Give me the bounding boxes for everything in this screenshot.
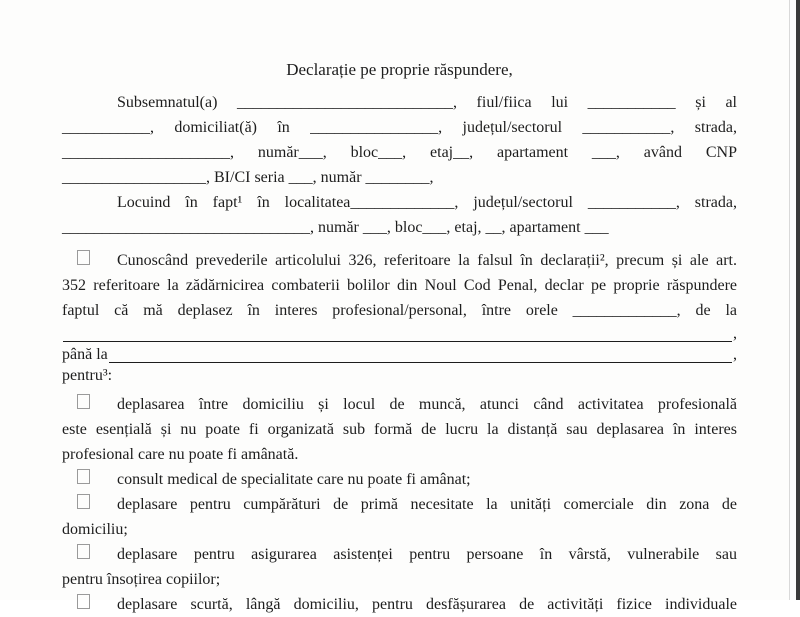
- intro-line-3: [62, 140, 737, 165]
- line-text: deplasarea între domiciliu și locul de muncă, atunci când activitatea profesională: [117, 396, 737, 413]
- line-text: este esențială și nu poate fi organizată sub formă de lucru la distanță sau deplasarea în interes: [62, 421, 737, 438]
- residence-line-2: [62, 215, 737, 240]
- checkbox-icon[interactable]: [77, 469, 90, 484]
- line-text: deplasare scurtă, lângă domiciliu, pentru desfășurarea de activități fizice individuale: [117, 596, 737, 613]
- line-text: _____________________, număr___, bloc___, etaj__, apartament ___, având CNP: [62, 144, 737, 161]
- interval-to-blank-line: [62, 344, 737, 365]
- purpose-item-1-line-3: [62, 442, 737, 467]
- page-edge-light: [789, 0, 790, 600]
- blank-suffix-text: ,: [733, 325, 737, 342]
- line-text: pentru însoțirea copiilor;: [62, 571, 221, 588]
- line-text: ___________, domiciliat(ă) în ________________, județul/sectorul ___________, strada,: [62, 119, 737, 136]
- statement-line-3: [62, 298, 737, 323]
- purpose-label: [62, 365, 737, 386]
- line-text: __________________, BI/CI seria ___, număr ________,: [62, 169, 434, 186]
- checkbox-icon[interactable]: [77, 394, 90, 409]
- checkbox-icon[interactable]: [77, 544, 90, 559]
- purpose-item-3-line-2: [62, 517, 737, 542]
- statement-line-2: [62, 273, 737, 298]
- line-text: Cunoscând prevederile articolului 326, referitoare la falsul în declarații², precum și ale art.: [117, 252, 737, 269]
- line-text: Subsemnatul(a) ___________________________, fiul/fiica lui ___________ și al: [117, 94, 737, 111]
- blank-prefix-text: până la: [62, 346, 108, 363]
- intro-line-2: [62, 115, 737, 140]
- purpose-item-2-line-1: [62, 467, 737, 492]
- line-text: deplasare pentru cumpărături de primă necesitate la unități comerciale din zona de: [117, 496, 737, 513]
- purpose-item-4-line-1: [62, 542, 737, 567]
- blank-field[interactable]: [109, 344, 732, 363]
- residence-line-1: [62, 190, 737, 215]
- line-text: consult medical de specialitate care nu poate fi amânat;: [117, 471, 471, 488]
- line-text: profesional care nu poate fi amânată.: [62, 446, 299, 463]
- purpose-item-1-line-2: [62, 417, 737, 442]
- intro-line-1: [62, 90, 737, 115]
- interval-from-blank-line: [62, 323, 737, 344]
- doc-title: [62, 57, 737, 82]
- statement-line-1: [62, 248, 737, 273]
- line-text: Locuind în fapt¹ în localitatea_____________, județul/sectorul ___________, strada,: [117, 194, 737, 211]
- line-text: _______________________________, număr ___, bloc___, etaj, __, apartament ___: [62, 219, 609, 236]
- purpose-item-3-line-1: [62, 492, 737, 517]
- checkbox-icon[interactable]: [77, 250, 90, 265]
- line-text: domiciliu;: [62, 521, 128, 538]
- line-text: faptul că mă deplasez în interes profesional/personal, între orele _____________, de la: [62, 302, 737, 319]
- page-edge-dark: [796, 0, 800, 600]
- blank-suffix-text: ,: [733, 346, 737, 363]
- checkbox-icon[interactable]: [77, 594, 90, 609]
- purpose-item-4-line-2: [62, 567, 737, 592]
- doc-title-text: Declarație pe proprie răspundere,: [286, 60, 513, 79]
- line-text: deplasare pentru asigurarea asistenței pentru persoane în vârstă, vulnerabile sau: [117, 546, 737, 563]
- purpose-item-1-line-1: [62, 392, 737, 417]
- document-content: [62, 57, 737, 617]
- line-text: 352 referitoare la zădărnicirea combaterii bolilor din Noul Cod Penal, declar pe proprie răspundere: [62, 277, 737, 294]
- intro-line-4: [62, 165, 737, 190]
- line-text: pentru³:: [62, 367, 113, 384]
- checkbox-icon[interactable]: [77, 494, 90, 509]
- purpose-item-5-line-1: [62, 592, 737, 617]
- blank-field[interactable]: [63, 323, 732, 342]
